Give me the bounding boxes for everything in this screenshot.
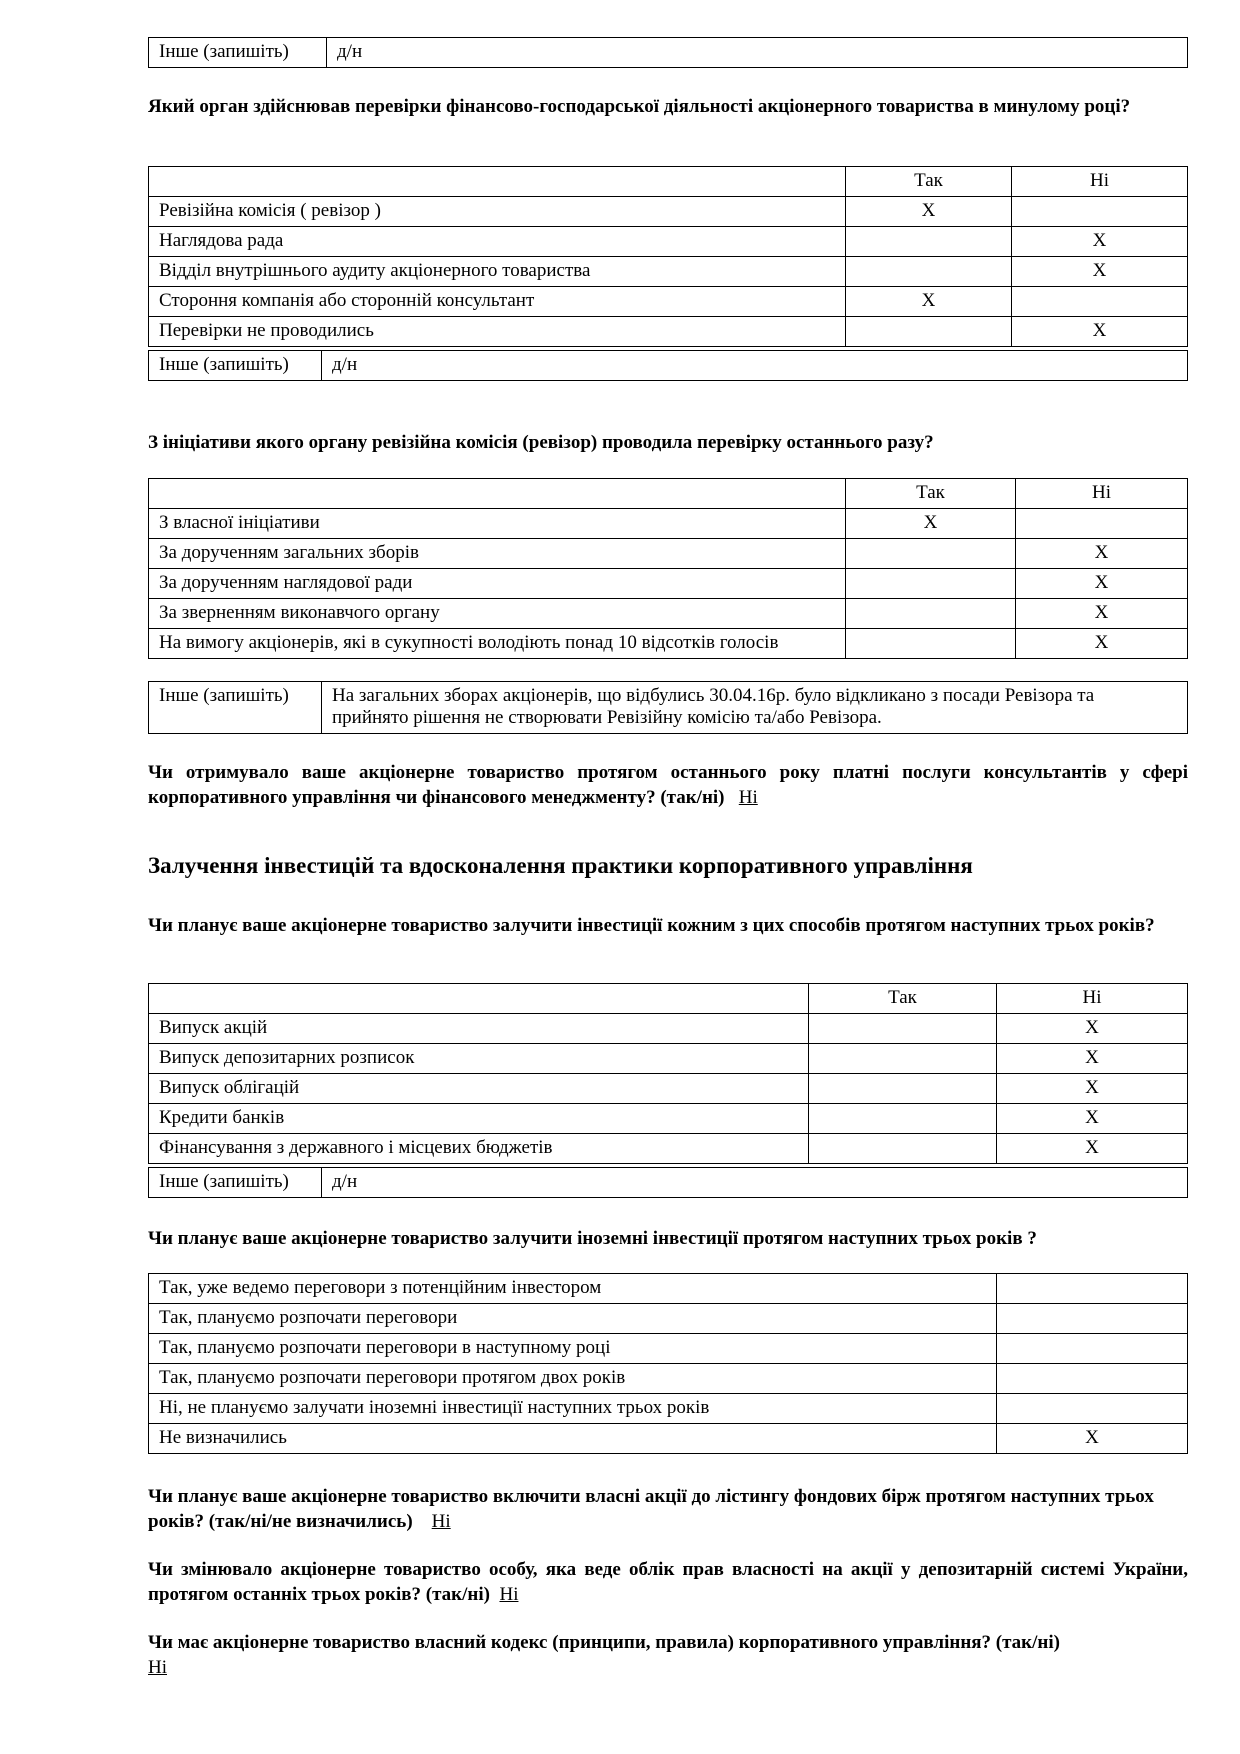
other-label: Інше (запишіть) [149,38,327,68]
question-2: З ініціативи якого органу ревізійна комісія (ревізор) проводила перевірку останнього разу? [148,432,934,453]
yes-mark: X [846,509,1016,539]
row-mark [997,1274,1188,1304]
other-label: Інше (запишіть) [149,351,322,381]
row-mark [997,1364,1188,1394]
row-label: Так, плануємо розпочати переговори в наступному році [149,1334,997,1364]
table-header-row [149,479,1188,509]
yes-mark [809,1134,997,1164]
table-row [149,351,1188,381]
no-mark: X [1016,569,1188,599]
row-label: Відділ внутрішнього аудиту акціонерного товариства [149,257,846,287]
row-mark [997,1334,1188,1364]
other-value: д/н [327,38,1188,68]
row-mark [997,1394,1188,1424]
header-no: Ні [1016,479,1188,509]
table-row [149,1274,1188,1304]
row-label: Так, плануємо розпочати переговори протягом двох років [149,1364,997,1394]
row-label: За дорученням загальних зборів [149,539,846,569]
table-row [149,1334,1188,1364]
row-label: Перевірки не проводились [149,317,846,347]
yes-mark [846,599,1016,629]
no-mark: X [1016,539,1188,569]
no-mark: X [997,1044,1188,1074]
no-mark [1016,509,1188,539]
yes-mark: X [846,197,1012,227]
table-row [149,197,1188,227]
yes-mark [809,1074,997,1104]
row-label: Ревізійна комісія ( ревізор ) [149,197,846,227]
table-row [149,1014,1188,1044]
row-label: За дорученням наглядової ради [149,569,846,599]
table-row [149,1074,1188,1104]
foreign-investment-table [148,1273,1188,1454]
table-row [149,682,1188,734]
yes-mark [846,569,1016,599]
no-mark [1012,197,1188,227]
answer: Ні [738,787,758,808]
no-mark: X [1016,599,1188,629]
table-row [149,1424,1188,1454]
table-row [149,1044,1188,1074]
no-mark: X [997,1134,1188,1164]
table-row [149,38,1188,68]
investment-other-table [148,1167,1188,1198]
row-label: Кредити банків [149,1104,809,1134]
row-label: Випуск акцій [149,1014,809,1044]
row-label: За зверненням виконавчого органу [149,599,846,629]
question-4: Чи планує ваше акціонерне товариство залучити інвестиції кожним з цих способів протягом наступних трьох років? [148,915,1155,936]
answer: Ні [499,1584,519,1605]
header-no: Ні [997,984,1188,1014]
table-row [149,1168,1188,1198]
audit-body-table [148,166,1188,347]
table-row [149,509,1188,539]
question-7: Чи змінювало акціонерне товариство особу, яка веде облік прав власності на акції у депозитарній системі України, протягом останніх трьох років? (так/ні) Ні [148,1559,1188,1605]
other-value: д/н [322,351,1188,381]
yes-mark: X [846,287,1012,317]
no-mark: X [1016,629,1188,659]
table-header-row [149,167,1188,197]
row-mark: X [997,1424,1188,1454]
row-label: Випуск депозитарних розписок [149,1044,809,1074]
question-6: Чи планує ваше акціонерне товариство включити власні акції до лістингу фондових бірж протягом наступних трьох років? (так/ні/не визначились) Ні [148,1486,1154,1532]
no-mark [1012,287,1188,317]
table-row [149,257,1188,287]
no-mark: X [997,1104,1188,1134]
row-label: Стороння компанія або сторонній консультант [149,287,846,317]
table-row [149,227,1188,257]
row-mark [997,1304,1188,1334]
yes-mark [846,257,1012,287]
question-8: Чи має акціонерне товариство власний кодекс (принципи, правила) корпоративного управління? (так/ні) Ні [148,1632,1060,1678]
question-1: Який орган здійснював перевірки фінансово-господарської діяльності акціонерного товариства в минулому році? [148,96,1131,117]
row-label: З власної ініціативи [149,509,846,539]
row-label: Наглядова рада [149,227,846,257]
table-row [149,1104,1188,1134]
other-label: Інше (запишіть) [149,682,322,734]
other-value: д/н [322,1168,1188,1198]
table-row [149,599,1188,629]
row-label: Випуск облігацій [149,1074,809,1104]
answer: Ні [148,1657,167,1678]
top-other-table [148,37,1188,68]
yes-mark [846,539,1016,569]
yes-mark [846,629,1016,659]
yes-mark [809,1014,997,1044]
question-3: Чи отримувало ваше акціонерне товариство протягом останнього року платні послуги консультантів у сфері корпоративного управління чи фінансового менеджменту? (так/ні) Ні [148,762,1188,808]
table-row [149,629,1188,659]
question-5: Чи планує ваше акціонерне товариство залучити іноземні інвестиції протягом наступних трьох років ? [148,1228,1037,1249]
row-label: На вимогу акціонерів, які в сукупності володіють понад 10 відсотків голосів [149,629,846,659]
row-label: Так, уже ведемо переговори з потенційним інвестором [149,1274,997,1304]
header-no: Ні [1012,167,1188,197]
other-label: Інше (запишіть) [149,1168,322,1198]
header-yes: Так [846,167,1012,197]
audit-other-table [148,350,1188,381]
table-row [149,569,1188,599]
yes-mark [809,1104,997,1134]
table-row [149,317,1188,347]
table-row [149,539,1188,569]
row-label: Так, плануємо розпочати переговори [149,1304,997,1334]
initiative-other-table [148,681,1188,734]
investment-methods-table [148,983,1188,1164]
table-row [149,1304,1188,1334]
table-row [149,1364,1188,1394]
table-row [149,1394,1188,1424]
table-header-row [149,984,1188,1014]
table-row [149,287,1188,317]
initiative-table [148,478,1188,659]
yes-mark [846,227,1012,257]
table-row [149,1134,1188,1164]
other-value: На загальних зборах акціонерів, що відбулись 30.04.16р. було відкликано з посади Ревізора та прийнято рішення не створювати Ревізійну комісію та/або Ревізора. [322,682,1188,734]
no-mark: X [997,1074,1188,1104]
row-label: Не визначились [149,1424,997,1454]
yes-mark [809,1044,997,1074]
section-heading: Залучення інвестицій та вдосконалення практики корпоративного управління [148,853,973,878]
answer: Ні [431,1511,451,1532]
no-mark: X [1012,317,1188,347]
no-mark: X [1012,257,1188,287]
no-mark: X [997,1014,1188,1044]
row-label: Фінансування з державного і місцевих бюджетів [149,1134,809,1164]
no-mark: X [1012,227,1188,257]
row-label: Ні, не плануємо залучати іноземні інвестиції наступних трьох років [149,1394,997,1424]
header-yes: Так [809,984,997,1014]
yes-mark [846,317,1012,347]
header-yes: Так [846,479,1016,509]
